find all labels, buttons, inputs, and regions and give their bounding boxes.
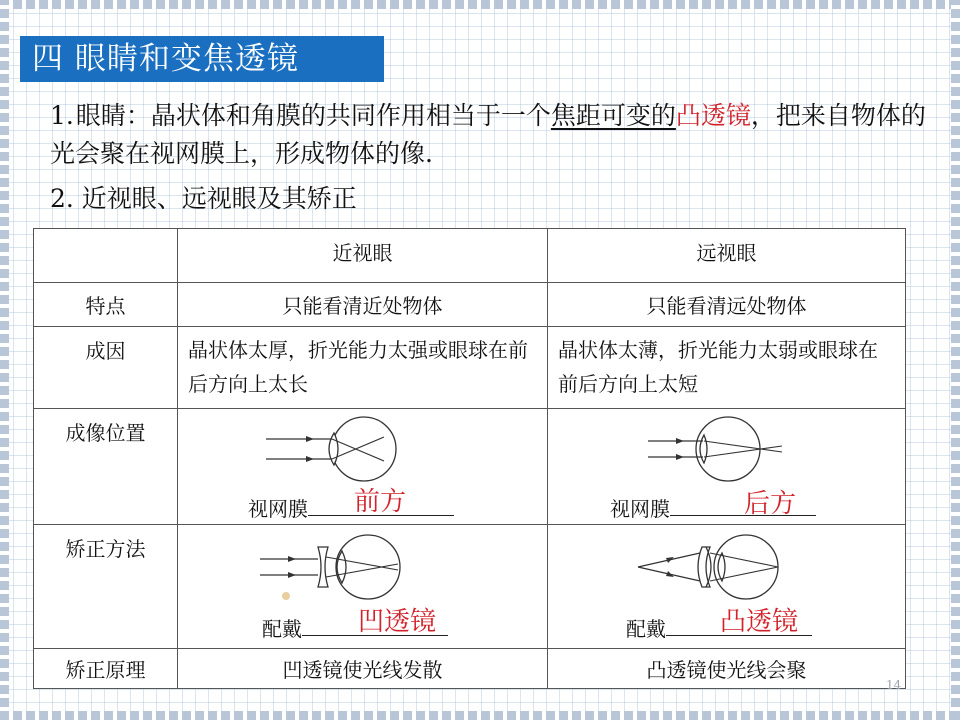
right-border-decoration — [951, 0, 960, 720]
myopia-correction-cell — [178, 525, 548, 649]
myopia-image-fill-line — [248, 493, 454, 522]
red-keyword: 凸透镜 — [675, 101, 751, 130]
row-label-feature: 特点 — [34, 283, 178, 327]
header-hyperopia: 远视眼 — [548, 229, 906, 283]
hyperopia-principle: 凸透镜使光线会聚 — [548, 649, 906, 689]
hyperopia-image-answer: 后方 — [744, 489, 797, 519]
row-label-cause: 成因 — [34, 327, 178, 409]
retina-prompt: 视网膜 — [610, 497, 670, 521]
row-label-correction: 矫正方法 — [34, 525, 178, 649]
hyperopia-correction-answer: 凸透镜 — [720, 607, 799, 637]
page-number: 14 — [886, 678, 902, 692]
wear-prompt: 配戴 — [626, 617, 666, 641]
row-label-principle: 矫正原理 — [34, 649, 178, 689]
paragraph-text-after: ，把来自物体的光会聚在视网膜上，形成物体的像. — [50, 101, 926, 168]
hyperopia-eye-diagram — [648, 415, 798, 485]
section-title: 四 眼睛和变焦透镜 — [20, 36, 384, 82]
left-border-decoration — [0, 0, 9, 720]
table-row — [34, 327, 906, 409]
myopia-principle: 凹透镜使光线发散 — [178, 649, 548, 689]
header-empty-cell — [34, 229, 178, 283]
hyperopia-cause: 晶状体太薄，折光能力太弱或眼球在前后方向上太短 — [548, 327, 906, 409]
wear-prompt: 配戴 — [262, 617, 302, 641]
hyperopia-correction-diagram — [636, 533, 796, 603]
myopia-image-answer: 前方 — [354, 487, 407, 517]
row-label-image-position: 成像位置 — [34, 409, 178, 525]
hyperopia-feature: 只能看清远处物体 — [548, 283, 906, 327]
paragraph-number: 1. — [50, 101, 74, 130]
bottom-border-decoration — [0, 711, 960, 720]
comparison-table — [33, 228, 906, 689]
table-row — [34, 649, 906, 689]
myopia-feature: 只能看清近处物体 — [178, 283, 548, 327]
underlined-phrase: 焦距可变的 — [550, 101, 676, 130]
hyperopia-correction-cell — [548, 525, 906, 649]
myopia-image-cell — [178, 409, 548, 525]
top-border-decoration — [0, 0, 960, 9]
table-row — [34, 409, 906, 525]
paragraph-text-before: 眼睛：晶状体和角膜的共同作用相当于一个 — [75, 101, 551, 130]
myopia-cause: 晶状体太厚，折光能力太强或眼球在前后方向上太长 — [178, 327, 548, 409]
paragraph-eye-definition — [50, 97, 930, 173]
hyperopia-image-cell — [548, 409, 906, 525]
table-row — [34, 525, 906, 649]
table-row — [34, 283, 906, 327]
table-header-row — [34, 229, 906, 283]
subheading-myopia-hyperopia: 2. 近视眼、远视眼及其矫正 — [50, 184, 357, 213]
decorative-dot — [282, 592, 290, 600]
retina-prompt: 视网膜 — [248, 497, 308, 521]
header-myopia: 近视眼 — [178, 229, 548, 283]
myopia-correction-answer: 凹透镜 — [358, 607, 437, 637]
myopia-eye-diagram — [264, 415, 414, 485]
